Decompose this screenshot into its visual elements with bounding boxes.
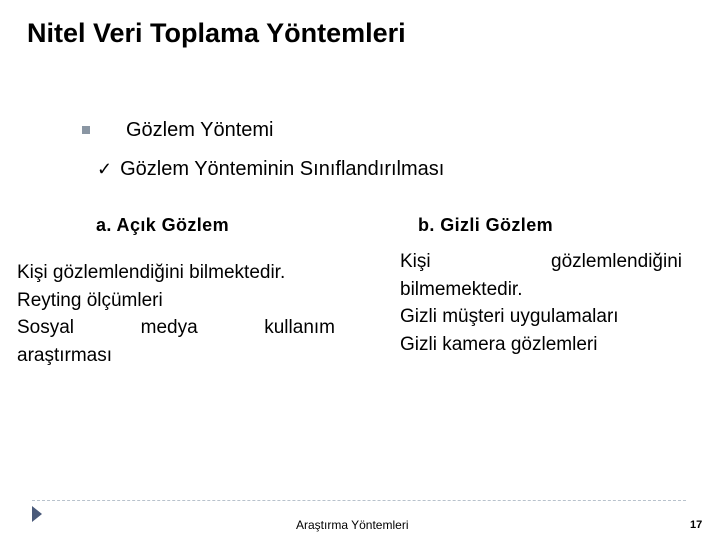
left-line-1: Kişi gözlemlendiğini bilmektedir. xyxy=(17,262,286,283)
right-line-1-text: Kişi gözlemlendiğini xyxy=(400,251,682,272)
footer-divider xyxy=(32,500,686,501)
right-column-heading: b. Gizli Gözlem xyxy=(418,215,554,235)
sub-bullet-item xyxy=(97,158,444,181)
bullet-item xyxy=(82,116,273,144)
right-line-1 xyxy=(400,248,682,276)
left-line-4: araştırması xyxy=(17,344,113,366)
left-line-3-text: Sosyal medya kullanım xyxy=(17,317,335,338)
bullet-text: Gözlem Yöntemi xyxy=(126,118,274,141)
checkmark-icon: ✓ xyxy=(97,159,113,179)
sub-bullet-text: Gözlem Yönteminin Sınıflandırılması xyxy=(120,158,445,180)
right-line-2: bilmemektedir. xyxy=(400,278,523,300)
page-number: 17 xyxy=(690,519,703,531)
left-column-heading: a. Açık Gözlem xyxy=(96,215,229,235)
square-bullet-icon xyxy=(82,126,90,134)
left-line-2: Reyting ölçümleri xyxy=(17,289,163,311)
play-triangle-icon[interactable] xyxy=(32,506,42,522)
right-column-body xyxy=(400,248,682,358)
footer-text: Araştırma Yöntemleri xyxy=(296,518,409,532)
left-line-3 xyxy=(17,314,335,342)
right-line-3: Gizli müşteri uygulamaları xyxy=(400,306,619,327)
left-column-body xyxy=(17,259,335,369)
slide-title: Nitel Veri Toplama Yöntemleri xyxy=(27,18,406,48)
right-line-4: Gizli kamera gözlemleri xyxy=(400,333,598,355)
